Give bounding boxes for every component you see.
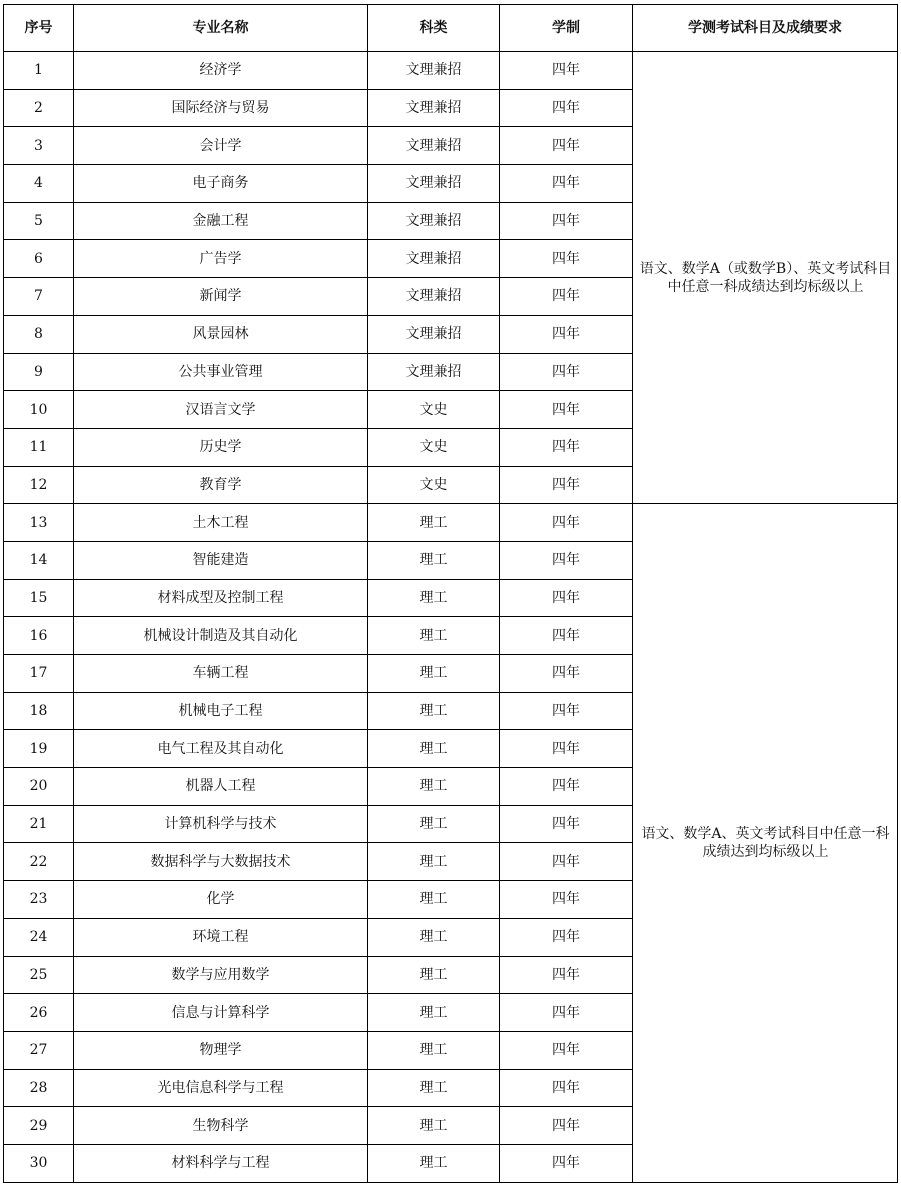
major-name-cell: 机器人工程: [74, 768, 368, 806]
major-name-cell: 计算机科学与技术: [74, 805, 368, 843]
duration-cell: 四年: [500, 89, 633, 127]
major-name-cell: 材料成型及控制工程: [74, 579, 368, 617]
row-no-cell: 13: [4, 504, 74, 542]
category-cell: 文史: [368, 466, 500, 504]
duration-cell: 四年: [500, 843, 633, 881]
duration-cell: 四年: [500, 315, 633, 353]
category-cell: 理工: [368, 655, 500, 693]
category-cell: 理工: [368, 805, 500, 843]
row-no-cell: 16: [4, 617, 74, 655]
major-name-cell: 风景园林: [74, 315, 368, 353]
category-cell: 文理兼招: [368, 278, 500, 316]
category-cell: 理工: [368, 617, 500, 655]
category-cell: 文理兼招: [368, 315, 500, 353]
category-cell: 理工: [368, 504, 500, 542]
header-duration: 学制: [500, 5, 633, 52]
category-cell: 理工: [368, 918, 500, 956]
row-no-cell: 9: [4, 353, 74, 391]
category-cell: 文理兼招: [368, 165, 500, 203]
category-cell: 文理兼招: [368, 353, 500, 391]
major-name-cell: 广告学: [74, 240, 368, 278]
category-cell: 文理兼招: [368, 89, 500, 127]
duration-cell: 四年: [500, 579, 633, 617]
category-cell: 理工: [368, 994, 500, 1032]
major-name-cell: 会计学: [74, 127, 368, 165]
row-no-cell: 2: [4, 89, 74, 127]
row-no-cell: 21: [4, 805, 74, 843]
row-no-cell: 7: [4, 278, 74, 316]
major-name-cell: 国际经济与贸易: [74, 89, 368, 127]
row-no-cell: 17: [4, 655, 74, 693]
row-no-cell: 23: [4, 881, 74, 919]
row-no-cell: 22: [4, 843, 74, 881]
duration-cell: 四年: [500, 805, 633, 843]
duration-cell: 四年: [500, 466, 633, 504]
category-cell: 理工: [368, 692, 500, 730]
row-no-cell: 11: [4, 428, 74, 466]
row-no-cell: 1: [4, 52, 74, 90]
major-name-cell: 经济学: [74, 52, 368, 90]
major-name-cell: 物理学: [74, 1031, 368, 1069]
row-no-cell: 10: [4, 391, 74, 429]
duration-cell: 四年: [500, 504, 633, 542]
major-name-cell: 机械设计制造及其自动化: [74, 617, 368, 655]
category-cell: 文史: [368, 428, 500, 466]
category-cell: 理工: [368, 881, 500, 919]
header-no: 序号: [4, 5, 74, 52]
row-no-cell: 30: [4, 1144, 74, 1182]
requirement-cell: 语文、数学A（或数学B）、英文考试科目中任意一科成绩达到均标级以上: [633, 52, 898, 504]
duration-cell: 四年: [500, 956, 633, 994]
duration-cell: 四年: [500, 1144, 633, 1182]
category-cell: 文理兼招: [368, 240, 500, 278]
major-name-cell: 土木工程: [74, 504, 368, 542]
category-cell: 理工: [368, 541, 500, 579]
major-name-cell: 数据科学与大数据技术: [74, 843, 368, 881]
duration-cell: 四年: [500, 730, 633, 768]
major-name-cell: 公共事业管理: [74, 353, 368, 391]
duration-cell: 四年: [500, 428, 633, 466]
duration-cell: 四年: [500, 278, 633, 316]
major-name-cell: 材料科学与工程: [74, 1144, 368, 1182]
duration-cell: 四年: [500, 165, 633, 203]
major-name-cell: 环境工程: [74, 918, 368, 956]
requirement-cell: 语文、数学A、英文考试科目中任意一科成绩达到均标级以上: [633, 504, 898, 1182]
major-name-cell: 机械电子工程: [74, 692, 368, 730]
category-cell: 文史: [368, 391, 500, 429]
category-cell: 理工: [368, 843, 500, 881]
category-cell: 文理兼招: [368, 202, 500, 240]
duration-cell: 四年: [500, 353, 633, 391]
major-name-cell: 电子商务: [74, 165, 368, 203]
major-name-cell: 化学: [74, 881, 368, 919]
duration-cell: 四年: [500, 692, 633, 730]
table-row: [4, 504, 898, 542]
category-cell: 理工: [368, 730, 500, 768]
duration-cell: 四年: [500, 1107, 633, 1145]
major-name-cell: 历史学: [74, 428, 368, 466]
major-name-cell: 生物科学: [74, 1107, 368, 1145]
header-name: 专业名称: [74, 5, 368, 52]
major-name-cell: 电气工程及其自动化: [74, 730, 368, 768]
duration-cell: 四年: [500, 768, 633, 806]
header-row: [4, 5, 898, 52]
row-no-cell: 19: [4, 730, 74, 768]
row-no-cell: 29: [4, 1107, 74, 1145]
duration-cell: 四年: [500, 1069, 633, 1107]
category-cell: 文理兼招: [368, 52, 500, 90]
duration-cell: 四年: [500, 918, 633, 956]
duration-cell: 四年: [500, 1031, 633, 1069]
duration-cell: 四年: [500, 127, 633, 165]
major-name-cell: 新闻学: [74, 278, 368, 316]
row-no-cell: 25: [4, 956, 74, 994]
row-no-cell: 12: [4, 466, 74, 504]
row-no-cell: 27: [4, 1031, 74, 1069]
category-cell: 理工: [368, 768, 500, 806]
category-cell: 理工: [368, 1144, 500, 1182]
duration-cell: 四年: [500, 240, 633, 278]
row-no-cell: 18: [4, 692, 74, 730]
major-name-cell: 车辆工程: [74, 655, 368, 693]
header-requirement: 学测考试科目及成绩要求: [633, 5, 898, 52]
duration-cell: 四年: [500, 202, 633, 240]
row-no-cell: 24: [4, 918, 74, 956]
row-no-cell: 8: [4, 315, 74, 353]
category-cell: 理工: [368, 1069, 500, 1107]
category-cell: 理工: [368, 956, 500, 994]
header-category: 科类: [368, 5, 500, 52]
row-no-cell: 15: [4, 579, 74, 617]
major-name-cell: 光电信息科学与工程: [74, 1069, 368, 1107]
duration-cell: 四年: [500, 52, 633, 90]
row-no-cell: 28: [4, 1069, 74, 1107]
table-row: [4, 52, 898, 90]
major-name-cell: 数学与应用数学: [74, 956, 368, 994]
row-no-cell: 6: [4, 240, 74, 278]
row-no-cell: 20: [4, 768, 74, 806]
duration-cell: 四年: [500, 655, 633, 693]
major-name-cell: 智能建造: [74, 541, 368, 579]
duration-cell: 四年: [500, 391, 633, 429]
major-name-cell: 教育学: [74, 466, 368, 504]
row-no-cell: 5: [4, 202, 74, 240]
duration-cell: 四年: [500, 994, 633, 1032]
row-no-cell: 26: [4, 994, 74, 1032]
table-body: [4, 52, 898, 1183]
duration-cell: 四年: [500, 617, 633, 655]
category-cell: 理工: [368, 1107, 500, 1145]
category-cell: 文理兼招: [368, 127, 500, 165]
row-no-cell: 4: [4, 165, 74, 203]
duration-cell: 四年: [500, 541, 633, 579]
category-cell: 理工: [368, 1031, 500, 1069]
category-cell: 理工: [368, 579, 500, 617]
row-no-cell: 3: [4, 127, 74, 165]
major-name-cell: 信息与计算科学: [74, 994, 368, 1032]
major-name-cell: 汉语言文学: [74, 391, 368, 429]
row-no-cell: 14: [4, 541, 74, 579]
majors-table: [3, 4, 898, 1183]
major-name-cell: 金融工程: [74, 202, 368, 240]
duration-cell: 四年: [500, 881, 633, 919]
